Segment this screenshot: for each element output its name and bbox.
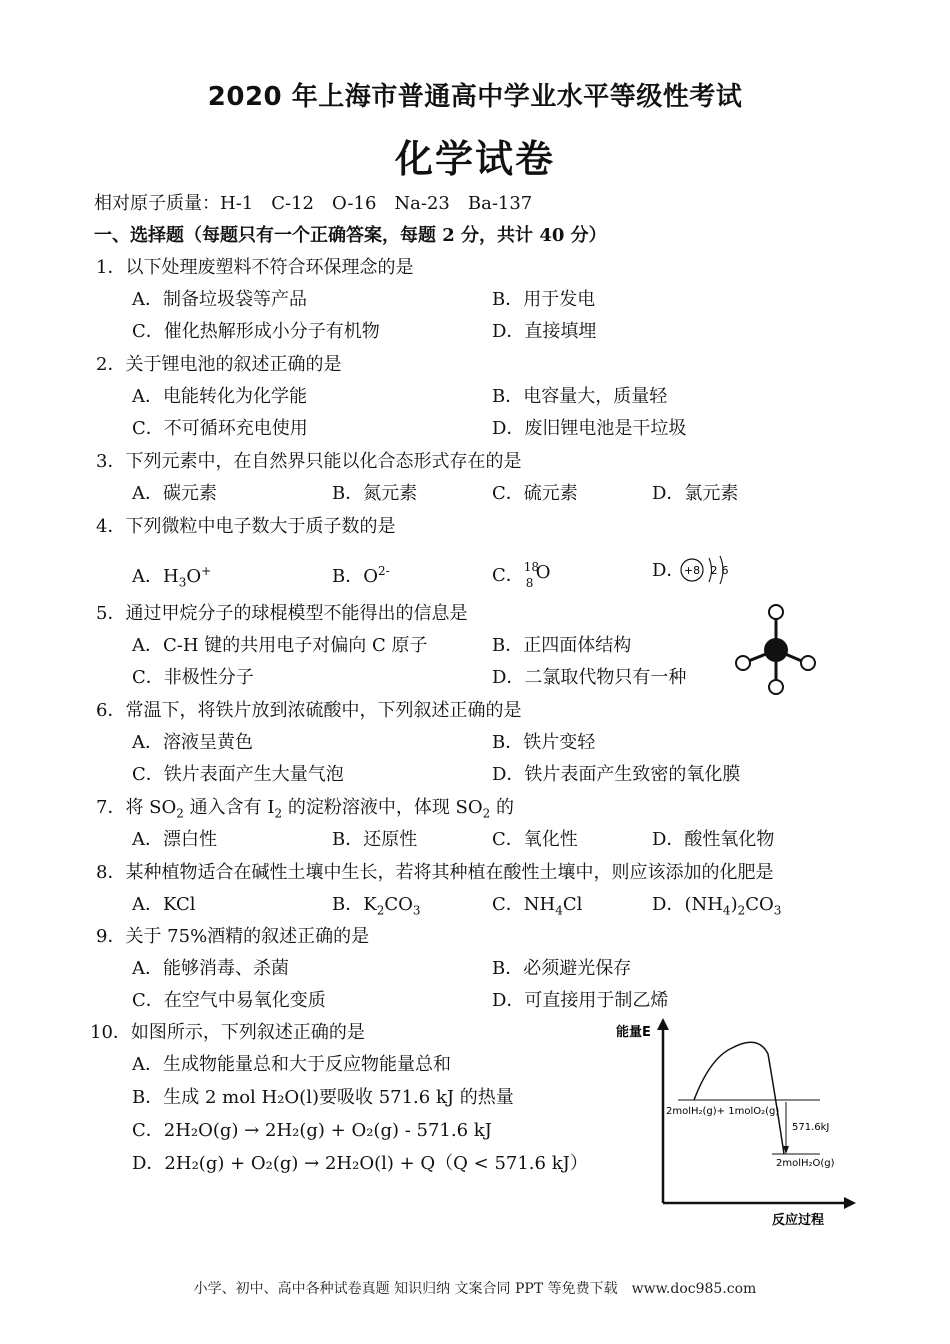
- q7-option-c: C．氧化性: [492, 829, 578, 850]
- q8-c-part: Cl: [562, 894, 583, 915]
- y-axis-arrow-icon: [657, 1018, 669, 1030]
- q4-option-d-letter: D．: [652, 560, 685, 581]
- q9-option-c: C．在空气中易氧化变质: [132, 990, 326, 1011]
- q5-option-d: D．二氯取代物只有一种: [492, 667, 687, 688]
- q5-option-b: B．正四面体结构: [492, 635, 632, 656]
- q7-part: 通入含有 I: [183, 797, 275, 818]
- exam-title: 2020 年上海市普通高中学业水平等级性考试: [207, 82, 743, 112]
- q5-option-c: C．非极性分子: [132, 667, 254, 688]
- q4-option-a: [132, 559, 211, 595]
- x-axis-label: 反应过程: [772, 1213, 825, 1228]
- q1-option-d: D．直接填埋: [492, 321, 597, 342]
- q4-option-b-letter: B．: [332, 566, 364, 587]
- q4-b-o: O: [363, 566, 378, 587]
- q8-option-c: C．$NH_4Cl$: [492, 894, 583, 918]
- delta-label: 571.6kJ: [792, 1122, 830, 1133]
- q4-c-z: 8: [525, 576, 534, 590]
- question-7-stem: [96, 796, 514, 826]
- q2-option-a: A．电能转化为化学能: [132, 386, 307, 407]
- y-axis-label: 能量E: [616, 1025, 651, 1040]
- q2-option-b: B．电容量大，质量轻: [492, 386, 668, 407]
- q10-option-a: A．生成物能量总和大于反应物能量总和: [132, 1054, 451, 1075]
- hydrogen-atom: [736, 656, 750, 670]
- q9-option-b: B．必须避光保存: [492, 958, 632, 979]
- q4-option-c: [492, 559, 550, 588]
- carbon-atom: [764, 638, 788, 662]
- q8-c-part: NH: [523, 894, 556, 915]
- hydrogen-atom: [801, 656, 815, 670]
- q4-b-sup: 2-: [378, 564, 390, 578]
- q8-option-d: D．$(NH_4)_2CO_3$: [652, 894, 782, 918]
- q8-d-sub: 2: [737, 903, 746, 918]
- q6-option-b: B．铁片变轻: [492, 732, 596, 753]
- q1-option-c: C．催化热解形成小分子有机物: [132, 321, 380, 342]
- q7-sub: 2: [274, 806, 283, 821]
- q4-a-o: O: [186, 566, 202, 587]
- q6-option-a: A．溶液呈黄色: [132, 732, 253, 753]
- q8-c-sub: 4: [555, 903, 563, 918]
- q8-d-part: ): [730, 894, 738, 915]
- question-2-stem: 2．关于锂电池的叙述正确的是: [96, 354, 342, 375]
- question-9-stem: 9．关于 75%酒精的叙述正确的是: [96, 926, 370, 947]
- q4-a-h: H: [163, 566, 179, 587]
- x-axis-arrow-icon: [844, 1197, 856, 1209]
- exam-subject: 化学试卷: [394, 137, 555, 181]
- q3-option-d: D．氯元素: [652, 483, 739, 504]
- q7-part: 7．将 SO: [96, 797, 177, 818]
- q4-nuclide: [523, 559, 551, 590]
- q8-option-b: B．$K_2CO_3$: [332, 894, 421, 918]
- shell-1-count: 2: [710, 564, 718, 577]
- product-label: 2molH₂O(g): [776, 1158, 835, 1169]
- q3-option-b: B．氮元素: [332, 483, 418, 504]
- q9-option-a: A．能够消毒、杀菌: [132, 958, 289, 979]
- q10-option-b: B．生成 2 mol H₂O(l)要吸收 571.6 kJ 的热量: [132, 1087, 514, 1108]
- q10-option-c: C．2H₂O(g) → 2H₂(g) + O₂(g) - 571.6 kJ: [132, 1120, 492, 1141]
- page-footer: 小学、初中、高中各种试卷真题 知识归纳 文案合同 PPT 等免费下载 www.doc985.com: [193, 1281, 757, 1297]
- reactant-label: 2molH₂(g)+ 1molO₂(g): [666, 1106, 780, 1117]
- q1-option-b: B．用于发电: [492, 289, 596, 310]
- shell-2-count: 6: [721, 564, 729, 577]
- question-1-stem: 1．以下处理废塑料不符合环保理念的是: [96, 257, 414, 278]
- q7-sub: 2: [176, 806, 184, 821]
- q8-d-sub: 4: [722, 903, 731, 918]
- q8-d-part: CO: [745, 894, 774, 915]
- methane-ball-stick-model: [732, 600, 822, 695]
- q4-a-sup: +: [201, 564, 212, 578]
- q4-a-sub: 3: [178, 575, 187, 590]
- q4-c-sym: O: [535, 562, 551, 583]
- q7-option-a: A．漂白性: [132, 829, 217, 850]
- q8-b-sub: 2: [376, 903, 385, 918]
- q2-option-d: D．废旧锂电池是干垃圾: [492, 418, 687, 439]
- question-4-stem: 4．下列微粒中电子数大于质子数的是: [96, 516, 396, 537]
- q8-d-part: (NH: [684, 894, 723, 915]
- q4-option-a-letter: A．: [132, 566, 163, 587]
- hydrogen-atom: [769, 605, 783, 619]
- q7-part: 的: [490, 797, 515, 818]
- q5-option-a: A．C-H 键的共用电子对偏向 C 原子: [132, 635, 428, 656]
- nucleus-charge: +8: [683, 564, 701, 577]
- section-heading: 一、选择题（每题只有一个正确答案，每题 2 分，共计 40 分）: [94, 225, 607, 246]
- q1-option-a: A．制备垃圾袋等产品: [132, 289, 307, 310]
- q4-option-c-letter: C．: [492, 565, 524, 586]
- q6-option-d: D．铁片表面产生致密的氧化膜: [492, 764, 741, 785]
- q4-option-b: [332, 559, 390, 589]
- q8-b-part: K: [363, 894, 377, 915]
- question-6-stem: 6．常温下，将铁片放到浓硫酸中，下列叙述正确的是: [96, 700, 522, 721]
- q7-option-b: B．还原性: [332, 829, 418, 850]
- q2-option-c: C．不可循环充电使用: [132, 418, 308, 439]
- q8-b-part: CO: [384, 894, 413, 915]
- question-10-stem: 10．如图所示，下列叙述正确的是: [90, 1022, 365, 1043]
- q7-part: 的淀粉溶液中，体现 SO: [282, 797, 483, 818]
- energy-curve: [694, 1042, 784, 1154]
- q7-sub: 2: [482, 806, 491, 821]
- q3-option-a: A．碳元素: [132, 483, 217, 504]
- q6-option-c: C．铁片表面产生大量气泡: [132, 764, 344, 785]
- q8-option-a: A．KCl: [132, 894, 196, 915]
- question-5-stem: 5．通过甲烷分子的球棍模型不能得出的信息是: [96, 603, 468, 624]
- q10-option-d: D．2H₂(g) + O₂(g) → 2H₂O(l) + Q（Q < 571.6 kJ）: [132, 1153, 588, 1174]
- q8-b-sub: 3: [412, 903, 421, 918]
- atomic-masses: 相对原子质量：H-1 C-12 O-16 Na-23 Ba-137: [94, 193, 533, 214]
- q4-c-mass: 18: [523, 560, 540, 574]
- question-3-stem: 3．下列元素中，在自然界只能以化合态形式存在的是: [96, 451, 522, 472]
- energy-diagram: [606, 1018, 866, 1230]
- question-8-stem: 8．某种植物适合在碱性土壤中生长，若将其种植在酸性土壤中，则应该添加的化肥是: [96, 862, 774, 883]
- q7-option-d: D．酸性氧化物: [652, 829, 775, 850]
- q8-d-sub: 3: [773, 903, 782, 918]
- atomic-structure-diagram: [676, 552, 736, 588]
- q3-option-c: C．硫元素: [492, 483, 578, 504]
- q9-option-d: D．可直接用于制乙烯: [492, 990, 669, 1011]
- hydrogen-atom: [769, 680, 783, 694]
